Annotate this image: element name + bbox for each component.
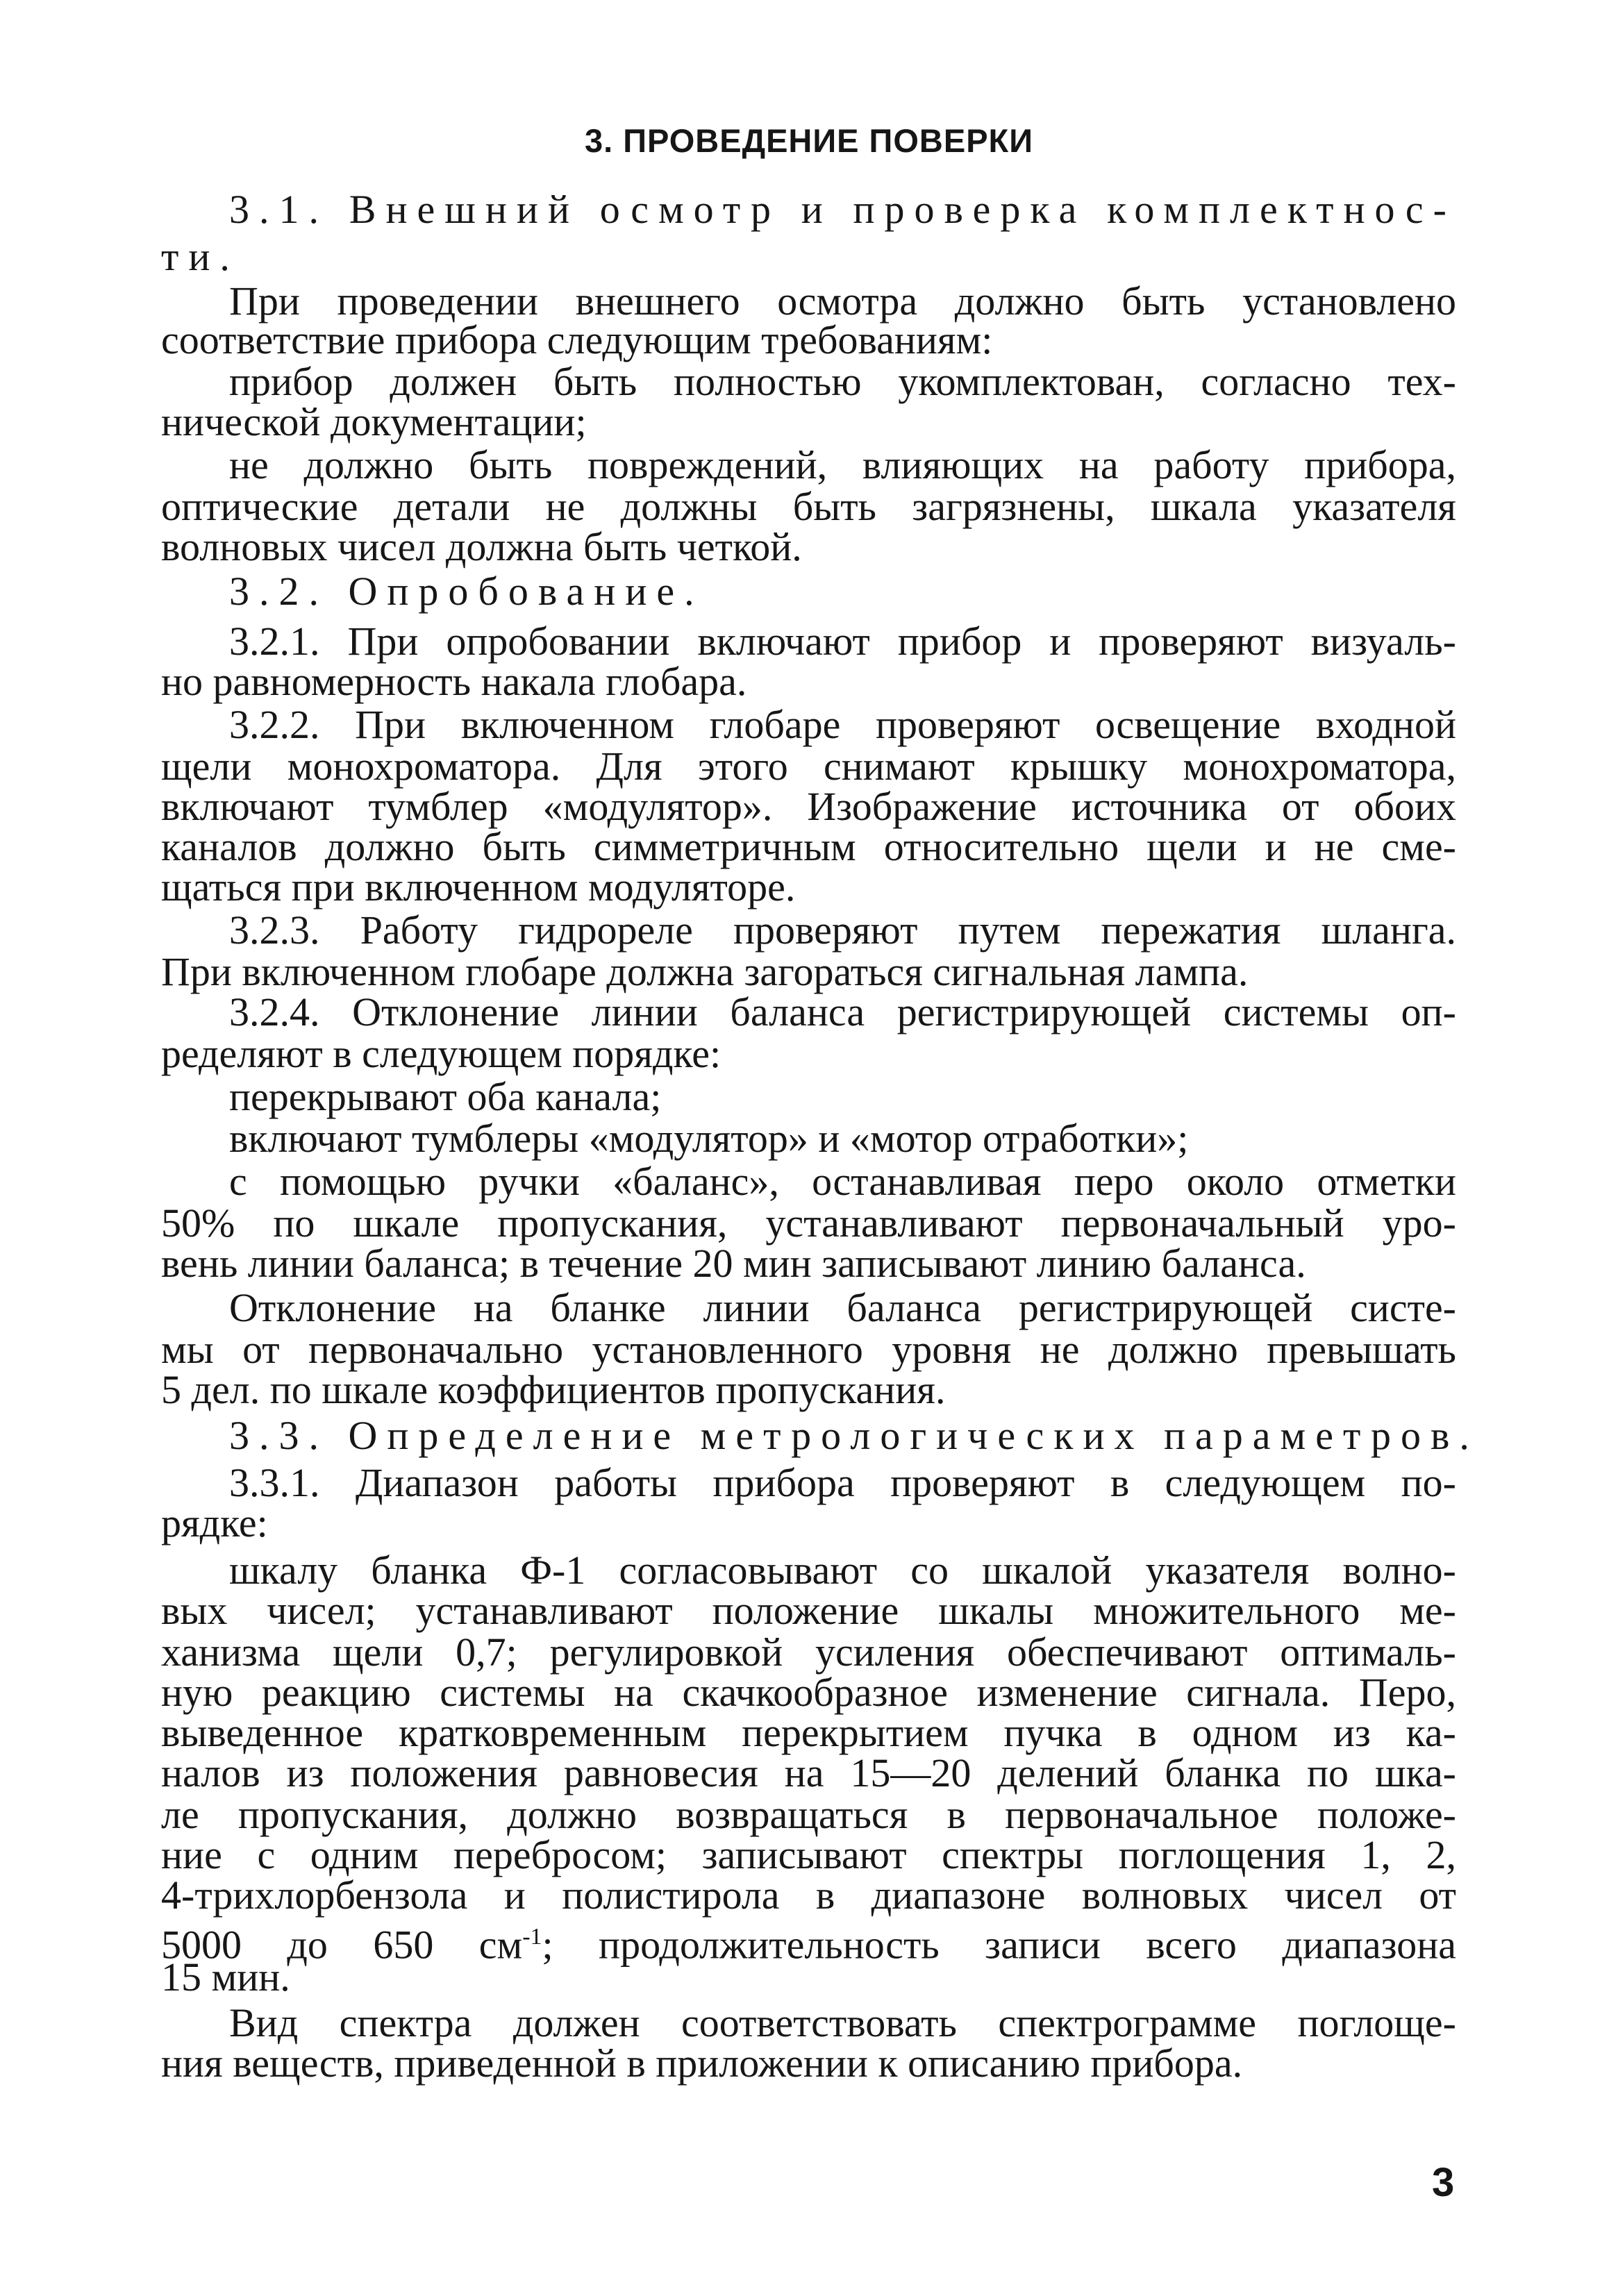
text-line: налов из положения равновесия на 15—20 делений бланка по шка- <box>161 1750 1456 1795</box>
text-line: При включенном глобаре должна загораться сигнальная лампа. <box>161 949 1249 994</box>
text-line: При проведении внешнего осмотра должно быть установлено <box>229 278 1456 324</box>
text-line: выведенное кратковременным перекрытием пучка в одном из ка- <box>161 1710 1456 1755</box>
section-title: 3. ПРОВЕДЕНИЕ ПОВЕРКИ <box>584 122 1034 159</box>
text-line: 15 мин. <box>161 1954 290 2000</box>
text-line: Отклонение на бланке линии баланса регистрирующей систе- <box>229 1285 1456 1330</box>
text-line: не должно быть повреждений, влияющих на работу прибора, <box>229 442 1456 487</box>
text-line: ле пропускания, должно возвращаться в первоначальное положе- <box>161 1792 1456 1837</box>
text-line: ханизма щели 0,7; регулировкой усиления обеспечивают оптималь- <box>161 1629 1456 1675</box>
text-line: 3.2.1. При опробовании включают прибор и проверяют визуаль- <box>229 619 1456 664</box>
text-line: с помощью ручки «баланс», останавливая перо около отметки <box>229 1159 1456 1204</box>
text-line: рядке: <box>161 1500 268 1545</box>
text-line: оптические детали не должны быть загрязнены, шкала указателя <box>161 484 1456 529</box>
text-line: мы от первоначально установленного уровня не должно превышать <box>161 1327 1456 1372</box>
heading-3-2 <box>229 568 1456 615</box>
list-item: включают тумблеры «модулятор» и «мотор отработки»; <box>229 1116 1189 1161</box>
text-line: соответствие прибора следующим требованиям: <box>161 317 993 362</box>
text-line: Вид спектра должен соответствовать спектрограмме поглоще- <box>229 2000 1456 2045</box>
text-line: прибор должен быть полностью укомплектован, согласно тех- <box>229 359 1456 404</box>
text-line: ную реакцию системы на скачкообразное изменение сигнала. Перо, <box>161 1670 1456 1715</box>
text-line: 5 дел. по шкале коэффициентов пропускания. <box>161 1367 946 1412</box>
heading-3-2-text: 3.2. Опробование. <box>229 569 704 614</box>
text-fragment: ; продолжительность записи всего диапазона <box>542 1922 1456 1968</box>
text-line: щаться при включенном модуляторе. <box>161 864 796 910</box>
superscript: -1 <box>522 1924 542 1950</box>
heading-3-1: 3.1. Внешний осмотр и проверка комплектнос- <box>229 187 1456 232</box>
text-line: ти. <box>161 234 240 279</box>
text-line: нической документации; <box>161 399 587 444</box>
text-line: вых чисел; устанавливают положение шкалы множительного ме- <box>161 1588 1456 1633</box>
text-line: 4-трихлорбензола и полистирола в диапазоне волновых чисел от <box>161 1872 1456 1918</box>
text-line: шкалу бланка Ф-1 согласовывают со шкалой указателя волно- <box>229 1548 1456 1593</box>
text-line: щели монохроматора. Для этого снимают крышку монохроматора, <box>161 744 1456 789</box>
text-line: ния веществ, приведенной в приложении к описанию прибора. <box>161 2041 1243 2086</box>
text-line: 3.2.2. При включенном глобаре проверяют освещение входной <box>229 702 1456 747</box>
page-number: 3 <box>1432 2160 1455 2205</box>
heading-3-3-text: 3.3. Определение метрологических параметров. <box>229 1413 1479 1458</box>
text-line: включают тумблер «модулятор». Изображение источника от обоих <box>161 784 1456 829</box>
text-line: ние с одним перебросом; записывают спектры поглощения 1, 2, <box>161 1832 1456 1877</box>
text-line: вень линии баланса; в течение 20 мин записывают линию баланса. <box>161 1241 1306 1286</box>
list-item: перекрывают оба канала; <box>229 1074 662 1119</box>
text-line: 50% по шкале пропускания, устанавливают первоначальный уро- <box>161 1200 1456 1246</box>
text-line: но равномерность накала глобара. <box>161 659 747 704</box>
text-line: 3.2.3. Работу гидрореле проверяют путем пережатия шланга. <box>229 907 1456 953</box>
text-line: 3.2.4. Отклонение линии баланса регистрирующей системы оп- <box>229 989 1456 1034</box>
heading-3-3 <box>229 1412 1479 1459</box>
text-line: 3.3.1. Диапазон работы прибора проверяют в следующем по- <box>229 1460 1456 1505</box>
text-line: каналов должно быть симметричным относительно щели и не сме- <box>161 824 1456 869</box>
text-line: ределяют в следующем порядке: <box>161 1031 722 1076</box>
text-line: волновых чисел должна быть четкой. <box>161 524 802 569</box>
text-fragment: 5000 до 650 см <box>161 1922 523 1968</box>
